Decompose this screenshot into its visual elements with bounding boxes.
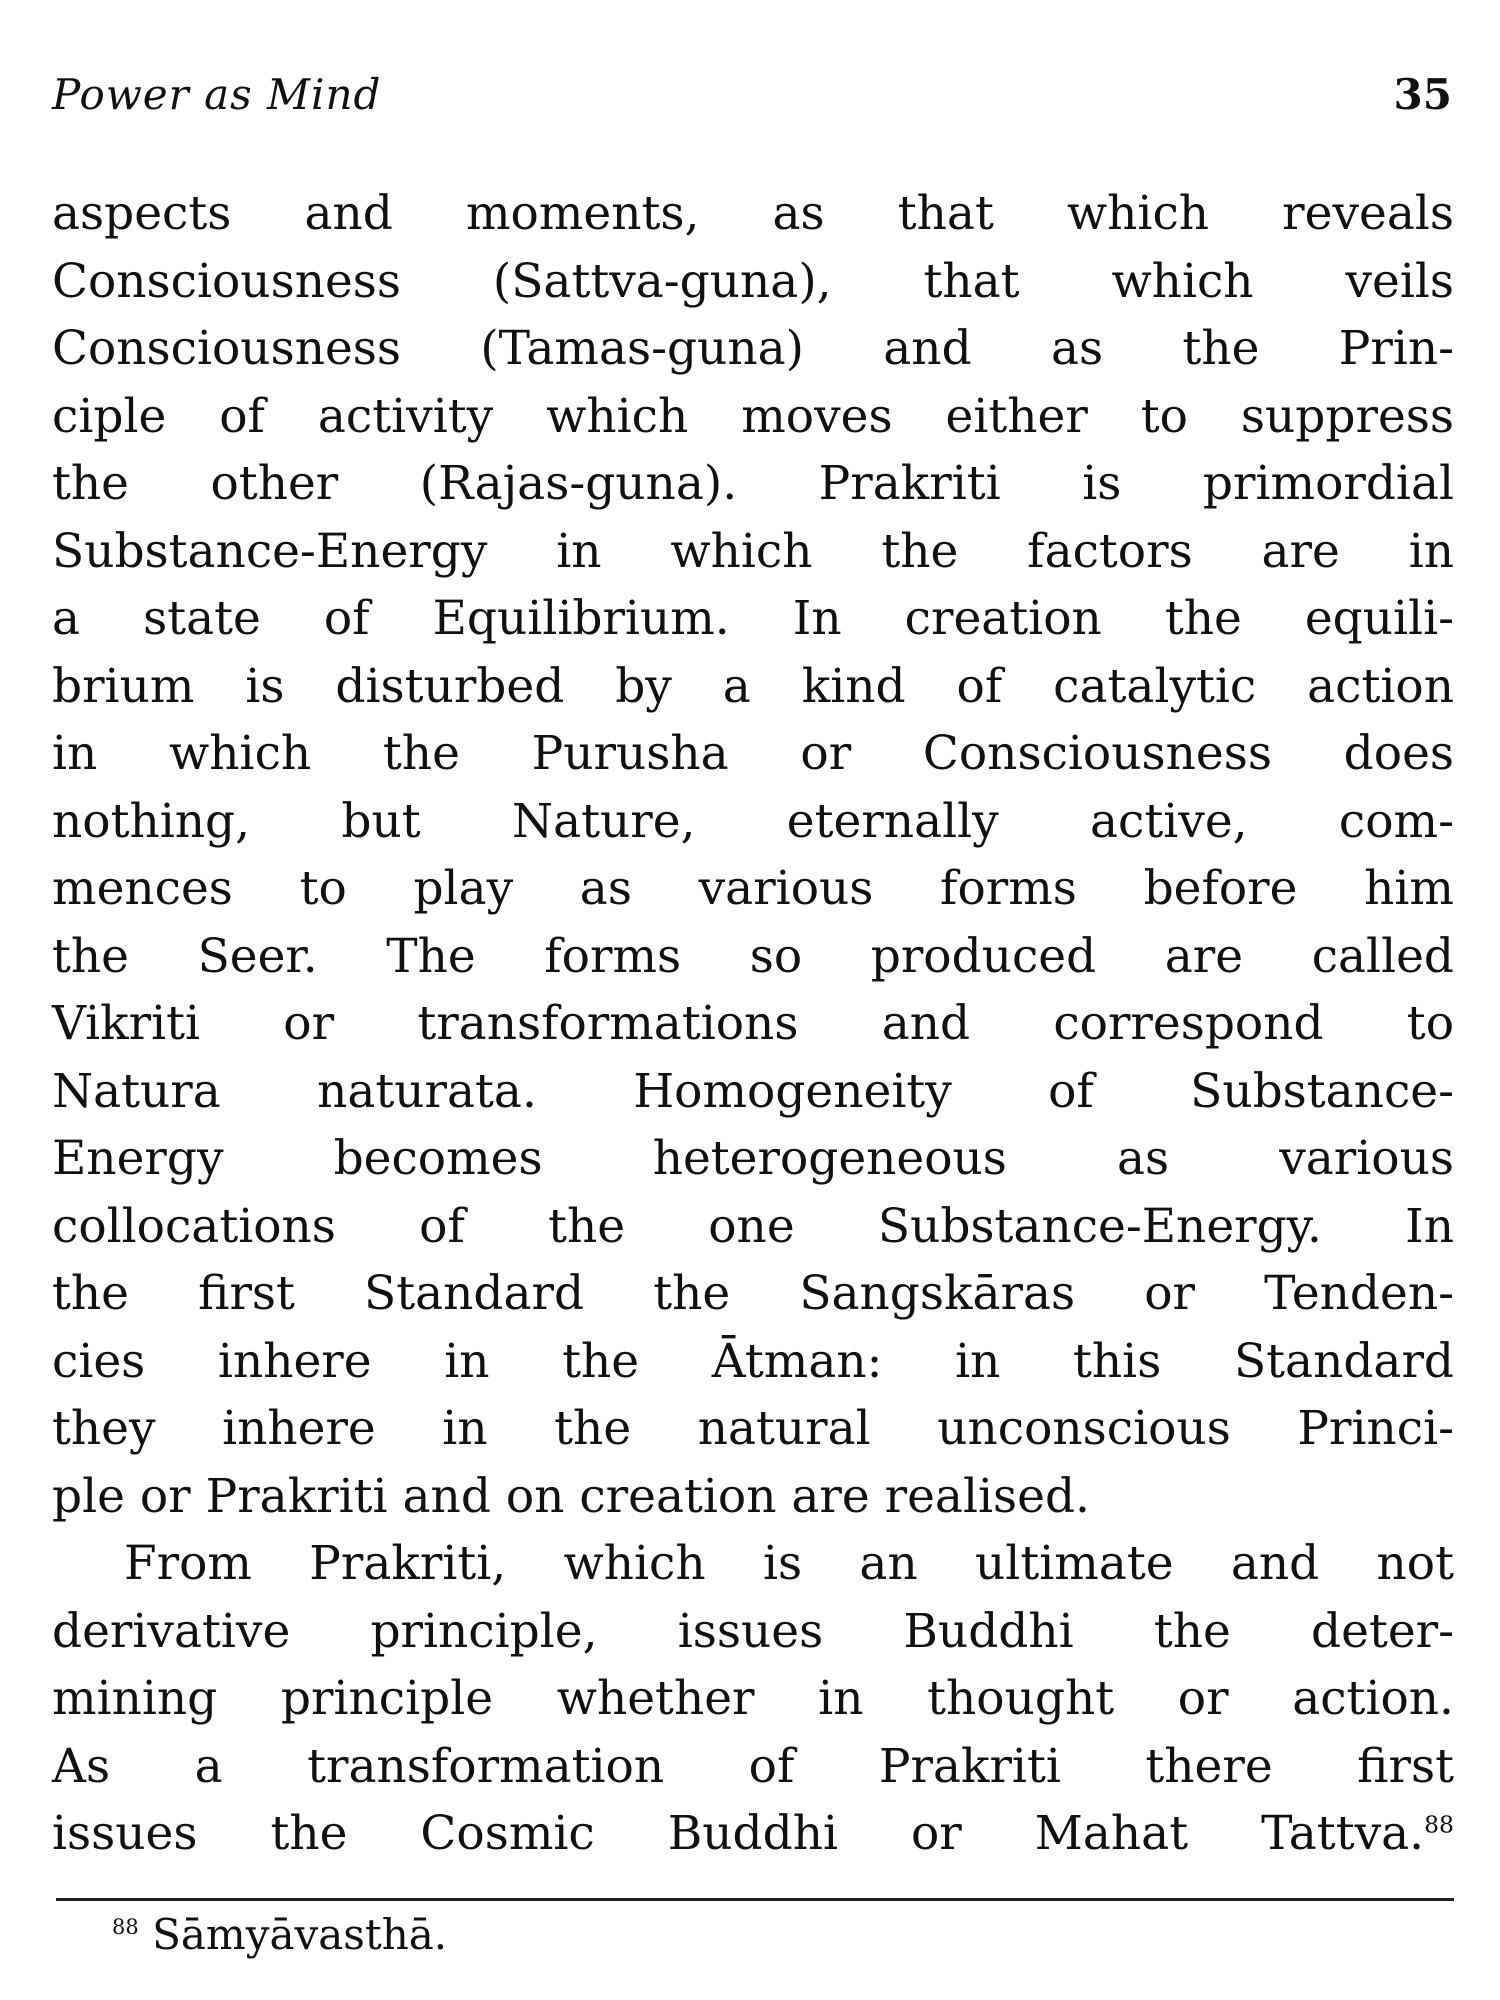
footnote-reference: 88	[1424, 1810, 1454, 1839]
text-line: Natura naturata. Homogeneity of Substance-	[52, 1063, 1454, 1119]
text-line: As a transformation of Prakriti there first	[52, 1738, 1454, 1794]
footnote-number: 88	[112, 1915, 139, 1939]
text-line: ple or Prakriti and on creation are realised.	[52, 1468, 1090, 1524]
text-line: Consciousness (Sattva-guna), that which veils	[52, 253, 1454, 309]
text-line: collocations of the one Substance-Energy. In	[52, 1198, 1454, 1254]
text-line: From Prakriti, which is an ultimate and not	[124, 1536, 1454, 1591]
text-line: aspects and moments, as that which reveals	[52, 186, 1454, 241]
text-line: derivative principle, issues Buddhi the deter-	[52, 1603, 1454, 1659]
page-header	[52, 70, 1452, 130]
text-line: mences to play as various forms before him	[52, 861, 1454, 916]
text-line: Substance-Energy in which the factors are in	[52, 523, 1454, 579]
footnote-text: Sāmyāvasthā.	[152, 1910, 448, 1959]
text-line: ciple of activity which moves either to suppress	[52, 388, 1454, 444]
text-line-with-footnote-ref	[52, 1800, 1454, 1868]
text-line-content: issues the Cosmic Buddhi or Mahat Tattva.	[52, 1806, 1425, 1861]
text-line: mining principle whether in thought or action.	[52, 1671, 1454, 1726]
text-line: brium is disturbed by a kind of catalytic action	[52, 658, 1454, 714]
footnote	[112, 1910, 447, 1959]
text-line: Consciousness (Tamas-guna) and as the Prin-	[52, 321, 1454, 376]
footnote-rule	[56, 1898, 1454, 1901]
running-title: Power as Mind	[52, 70, 382, 119]
body-text	[52, 180, 1454, 1868]
text-line: the other (Rajas-guna). Prakriti is primordial	[52, 456, 1454, 511]
text-line: they inhere in the natural unconscious Princi-	[52, 1401, 1454, 1456]
text-line: in which the Purusha or Consciousness does	[52, 726, 1454, 781]
page-number: 35	[1393, 70, 1452, 119]
text-line: nothing, but Nature, eternally active, com-	[52, 793, 1454, 849]
text-line: Energy becomes heterogeneous as various	[52, 1131, 1454, 1186]
text-line: a state of Equilibrium. In creation the equili-	[52, 591, 1454, 646]
text-line: Vikriti or transformations and correspond to	[52, 996, 1454, 1051]
text-line: cies inhere in the Ātman: in this Standard	[52, 1333, 1454, 1389]
text-line: the Seer. The forms so produced are called	[52, 928, 1454, 984]
text-line: the first Standard the Sangskāras or Tenden-	[52, 1266, 1454, 1321]
